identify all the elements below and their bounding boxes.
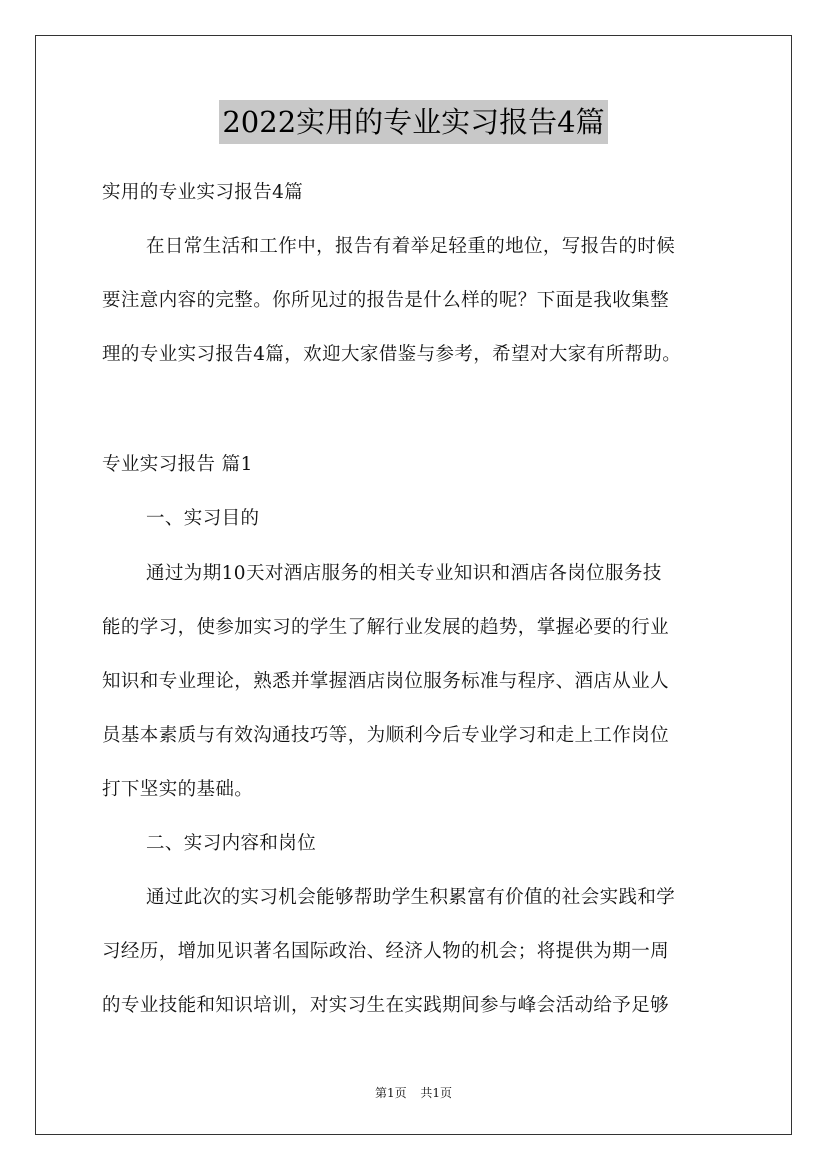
paragraph-2-line-1: 通过此次的实习机会能够帮助学生积累富有价值的社会实践和学 <box>146 887 676 908</box>
intro-line-1: 在日常生活和工作中，报告有着举足轻重的地位，写报告的时候 <box>146 236 676 257</box>
document-subtitle: 实用的专业实习报告4篇 <box>102 182 304 203</box>
paragraph-2-line-3: 的专业技能和知识培训，对实习生在实践期间参与峰会活动给予足够 <box>102 995 670 1016</box>
page-number: 第1页 <box>374 1086 407 1100</box>
section-heading: 专业实习报告 篇1 <box>102 454 253 475</box>
subsection-heading-1: 一、实习目的 <box>146 508 260 529</box>
paragraph-1-line-1: 通过为期10天对酒店服务的相关专业知识和酒店各岗位服务技 <box>146 563 662 584</box>
document-title: 2022实用的专业实习报告4篇 <box>219 100 607 144</box>
intro-line-2: 要注意内容的完整。你所见过的报告是什么样的呢？下面是我收集整 <box>102 290 670 311</box>
paragraph-2-line-2: 习经历，增加见识著名国际政治、经济人物的机会；将提供为期一周 <box>102 941 670 962</box>
paragraph-1-line-2: 能的学习，使参加实习的学生了解行业发展的趋势，掌握必要的行业 <box>102 617 670 638</box>
page-footer <box>0 1084 827 1101</box>
paragraph-1-line-3: 知识和专业理论，熟悉并掌握酒店岗位服务标准与程序、酒店从业人 <box>102 671 670 692</box>
paragraph-1-line-5: 打下坚实的基础。 <box>102 779 254 800</box>
page-total: 共1页 <box>420 1086 453 1100</box>
title-container <box>0 100 827 144</box>
subsection-heading-2: 二、实习内容和岗位 <box>146 833 317 854</box>
paragraph-1-line-4: 员基本素质与有效沟通技巧等，为顺利今后专业学习和走上工作岗位 <box>102 725 670 746</box>
intro-line-3: 理的专业实习报告4篇，欢迎大家借鉴与参考，希望对大家有所帮助。 <box>102 344 682 365</box>
